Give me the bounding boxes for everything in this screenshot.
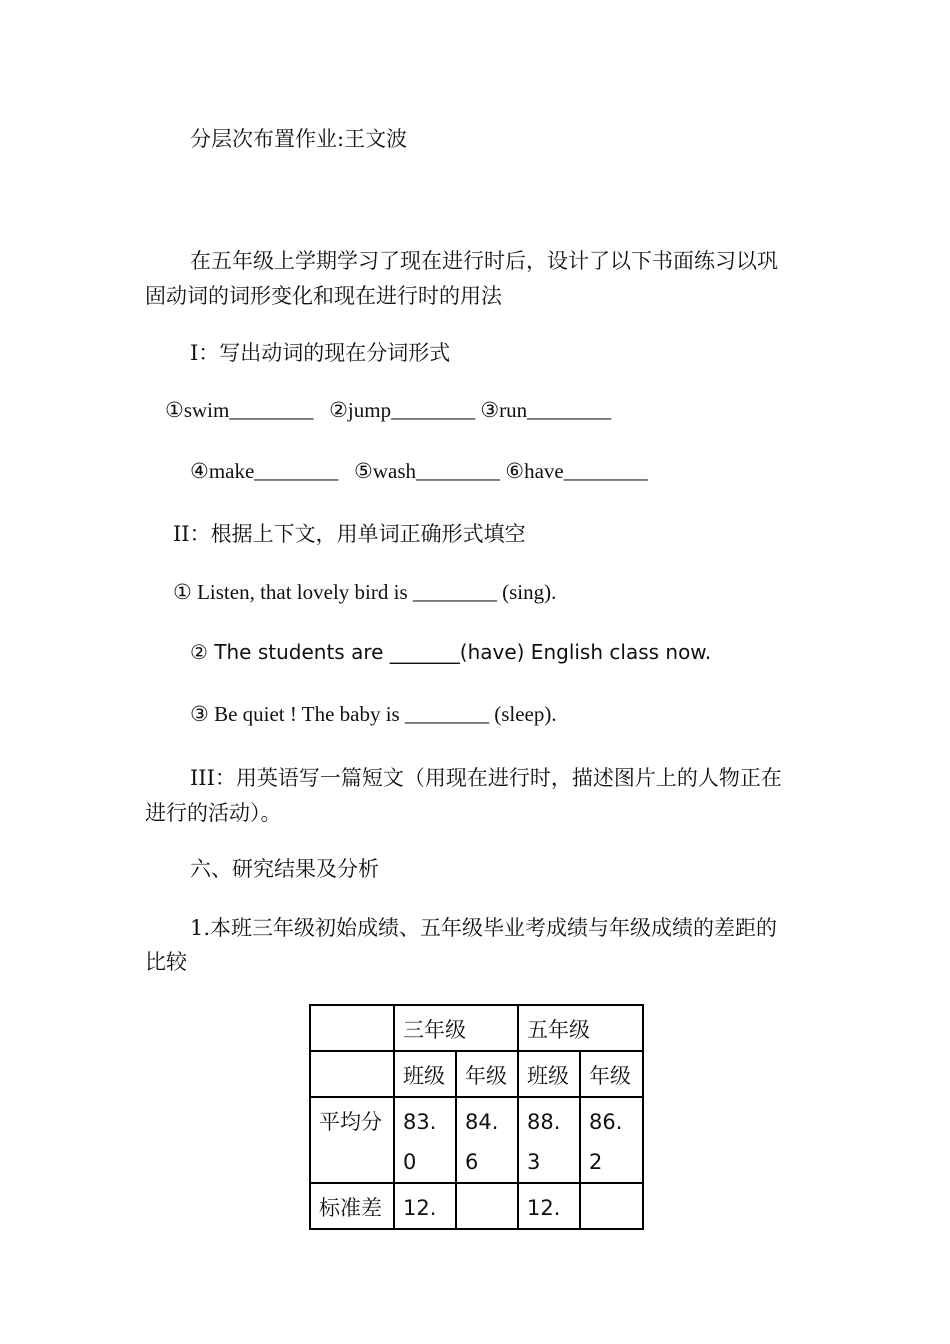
section-3-line-1: III：用英语写一篇短文（用现在进行时，描述图片上的人物正在 bbox=[190, 766, 782, 790]
table-corner-cell bbox=[310, 1005, 394, 1051]
results-subheading-line-2: 比较 bbox=[145, 950, 187, 974]
grade-5-year-header: 年级 bbox=[580, 1051, 643, 1097]
grade-5-header: 五年级 bbox=[518, 1005, 643, 1051]
grade-3-class-header: 班级 bbox=[394, 1051, 456, 1097]
intro-line-1: 在五年级上学期学习了现在进行时后，设计了以下书面练习以巩 bbox=[190, 249, 778, 273]
section-1-heading: I：写出动词的现在分词形式 bbox=[190, 341, 451, 365]
std-dev-grade-3-class: 12. bbox=[394, 1183, 456, 1229]
table-subheader-row bbox=[310, 1051, 643, 1097]
table-row-average bbox=[310, 1097, 643, 1183]
grade-3-header: 三年级 bbox=[394, 1005, 518, 1051]
exercise-1-row-2: ④make________ ⑤wash________ ⑥have________ bbox=[190, 459, 648, 483]
section-3-line-2: 进行的活动）。 bbox=[145, 801, 282, 825]
grade-3-year-header: 年级 bbox=[456, 1051, 518, 1097]
intro-line-2: 固动词的词形变化和现在进行时的用法 bbox=[145, 284, 502, 308]
table-header-row bbox=[310, 1005, 643, 1051]
average-grade-5-class: 88. 3 bbox=[518, 1097, 580, 1183]
std-dev-grade-5-class: 12. bbox=[518, 1183, 580, 1229]
exercise-2-question-2: ② The students are _______(have) English class now. bbox=[190, 640, 712, 664]
section-2-heading: II：根据上下文，用单词正确形式填空 bbox=[173, 522, 526, 546]
exercise-1-row-1: ①swim________ ②jump________ ③run________ bbox=[165, 398, 612, 422]
std-dev-grade-5-year bbox=[580, 1183, 643, 1229]
results-subheading-line-1: 1.本班三年级初始成绩、五年级毕业考成绩与年级成绩的差距的 bbox=[190, 916, 778, 940]
exercise-2-question-3: ③ Be quiet ! The baby is ________ (sleep). bbox=[190, 702, 557, 726]
grade-5-class-header: 班级 bbox=[518, 1051, 580, 1097]
table-subheader-blank bbox=[310, 1051, 394, 1097]
document-title: 分层次布置作业:王文波 bbox=[190, 127, 408, 151]
scores-table bbox=[309, 1004, 644, 1230]
table-row-std-dev bbox=[310, 1183, 643, 1229]
average-grade-3-class: 83. 0 bbox=[394, 1097, 456, 1183]
exercise-2-question-1: ① Listen, that lovely bird is ________ (sing). bbox=[173, 580, 557, 604]
results-heading: 六、研究结果及分析 bbox=[190, 857, 379, 881]
row-label-average: 平均分 bbox=[310, 1097, 394, 1183]
average-grade-3-year: 84. 6 bbox=[456, 1097, 518, 1183]
average-grade-5-year: 86. 2 bbox=[580, 1097, 643, 1183]
row-label-std-dev: 标准差 bbox=[310, 1183, 394, 1229]
std-dev-grade-3-year bbox=[456, 1183, 518, 1229]
